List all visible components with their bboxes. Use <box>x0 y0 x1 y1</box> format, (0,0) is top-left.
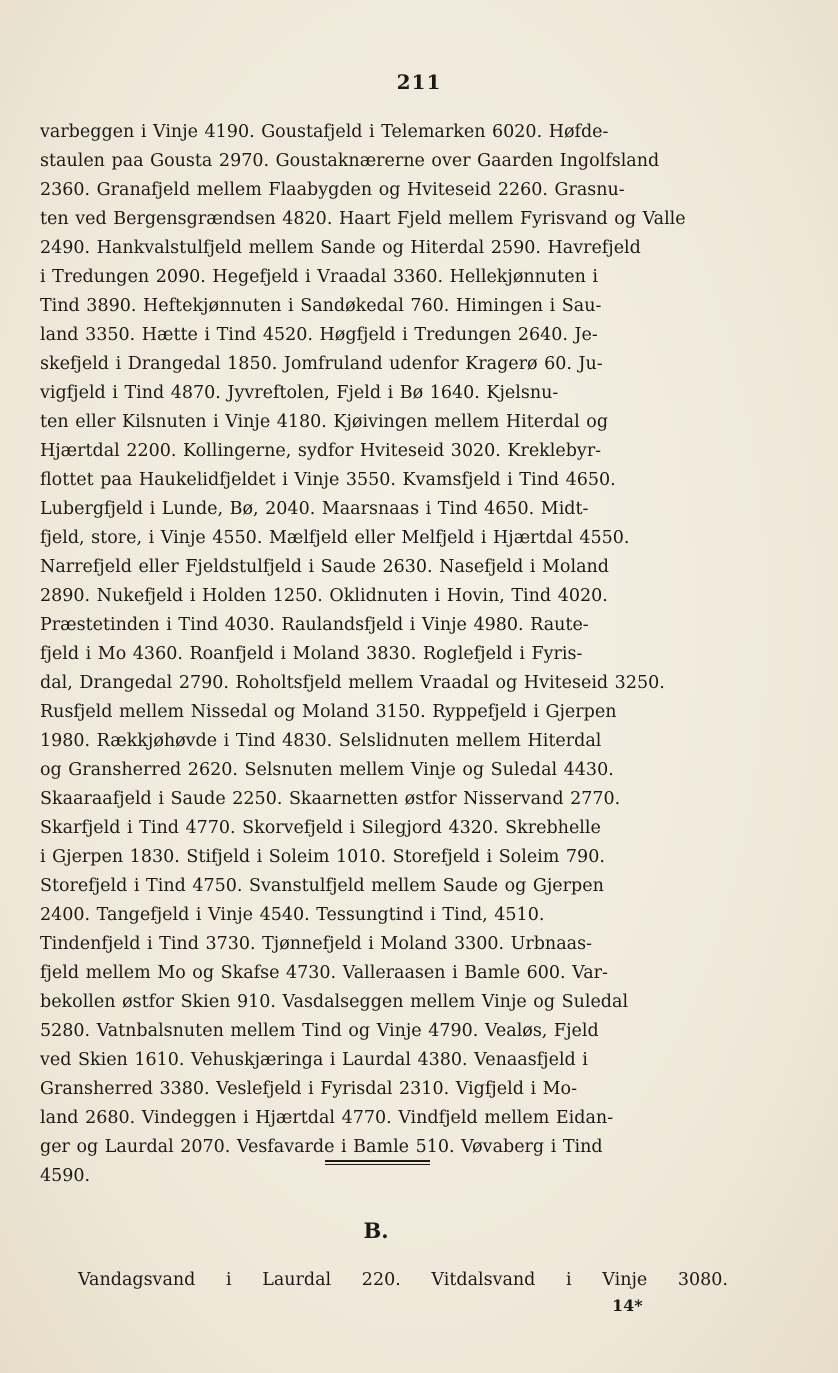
section-text: Vandagsvand i Laurdal 220. Vitdalsvand i Vinje 3080. <box>78 1270 728 1290</box>
body-text: varbeggen i Vinje 4190. Goustafjeld i Telemarken 6020. Høfde- staulen paa Gousta 2970. Goustaknærerne over Gaarden Ingolfsland 2360. Granafjeld mellem Flaabygden og Hviteseid 2260. Grasnu- ten ved Bergensgrændsen 4820. Haart Fjeld mellem Fyrisvand og Valle 2490. Hankvalstulfjeld mellem Sande og Hiterdal 2590. Havrefjeld i Tredungen 2090. Hegefjeld i Vraadal 3360. Hellekjønnuten i Tind 3890. Heftekjønnuten i Sandøkedal 760. Himingen i Sau- land 3350. Hætte i Tind 4520. Høgfjeld i Tredungen 2640. Je- skefjeld i Drangedal 1850. Jomfruland udenfor Kragerø 60. Ju- vigfjeld i Tind 4870. Jyvreftolen, Fjeld i Bø 1640. Kjelsnu- ten eller Kilsnuten i Vinje 4180. Kjøivingen mellem Hiterdal og Hjærtdal 2200. Kollingerne, sydfor Hviteseid 3020. Kreklebyr- flottet paa Haukelidfjeldet i Vinje 3550. Kvamsfjeld i Tind 4650. Lubergfjeld i Lunde, Bø, 2040. Maarsnaas i Tind 4650. Midt- fjeld, store, i Vinje 4550. Mælfjeld eller Melfjeld i Hjærtdal 4550. Narrefjeld eller Fjeldstulfjeld i Saude 2630. Nasefjeld i Moland 2890. Nukefjeld i Holden 1250. Oklidnuten i Hovin, Tind 4020. Præstetinden i Tind 4030. Raulandsfjeld i Vinje 4980. Raute- fjeld i Mo 4360. Roanfjeld i Moland 3830. Roglefjeld i Fyris- dal, Drangedal 2790. Roholtsfjeld mellem Vraadal og Hviteseid 3250. Rusfjeld mellem Nissedal og Moland 3150. Ryppefjeld i Gjerpen 1980. Rækkjøhøvde i Tind 4830. Selslidnuten mellem Hiterdal og Gransherred 2620. Selsnuten mellem Vinje og Suledal 4430. Skaaraafjeld i Saude 2250. Skaarnetten østfor Nisservand 2770. Skarfjeld i Tind 4770. Skorvefjeld i Silegjord 4320. Skrebhelle i Gjerpen 1830. Stifjeld i Soleim 1010. Storefjeld i Soleim 790. Storefjeld i Tind 4750. Svanstulfjeld mellem Saude og Gjerpen 2400. Tangefjeld i Vinje 4540. Tessungtind i Tind, 4510. Tindenfjeld i Tind 3730. Tjønnefjeld i Moland 3300. Urbnaas- fjeld mellem Mo og Skafse 4730. Valleraasen i Bamle 600. Var- bekollen østfor Skien 910. Vasdalseggen mellem Vinje og Suledal 5280. Vatnbalsnuten mellem Tind og Vinje 4790. Vealøs, Fjeld ved Skien 1610. Vehuskjæringa i Laurdal 4380. Venaasfjeld i Gransherred 3380. Veslefjeld i Fyrisdal 2310. Vigfjeld i Mo- land 2680. Vindeggen i Hjærtdal 4770. Vindfjeld mellem Eidan- ger og Laurdal 2070. Vesfavarde i Bamle 510. Vøvaberg i Tind 4590. <box>40 122 686 1186</box>
page-number: 211 <box>396 70 442 94</box>
section-divider <box>325 1160 430 1165</box>
signature-mark: 14* <box>612 1296 643 1315</box>
section-heading: B. <box>363 1218 389 1243</box>
